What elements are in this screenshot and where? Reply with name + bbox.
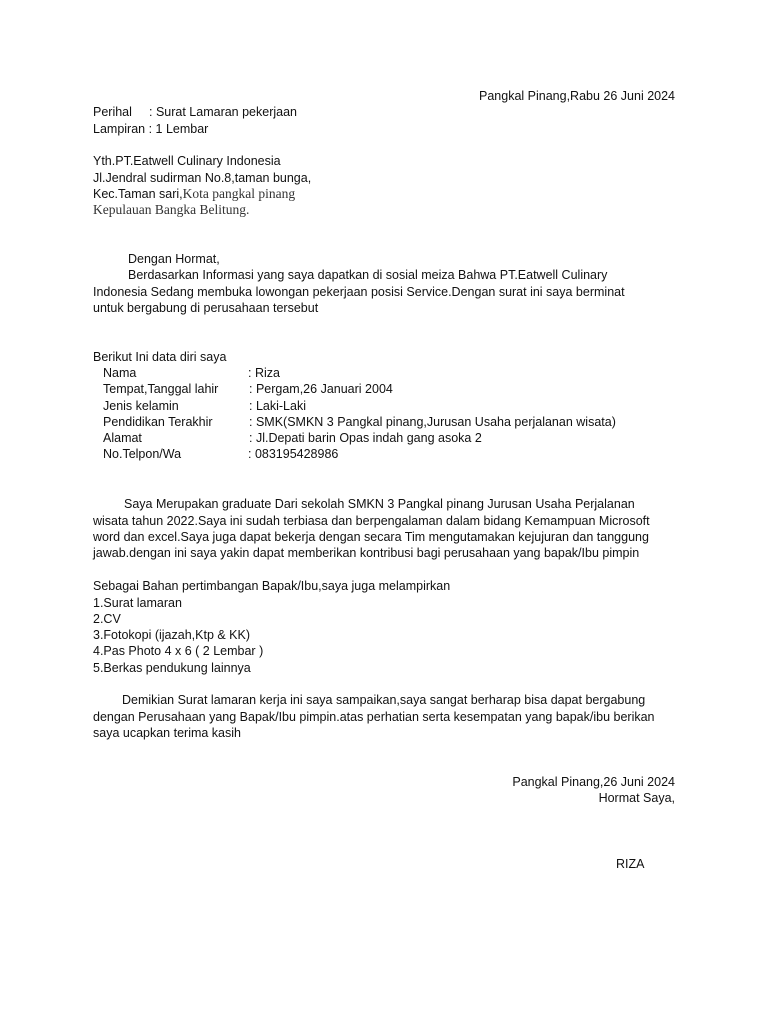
personal-row [103,430,482,446]
perihal-label: Perihal [93,105,132,119]
signature-place-date: Pangkal Pinang,26 Juni 2024 [512,775,675,789]
greeting: Dengan Hormat, [128,252,220,266]
experience-line-3: word dan excel.Saya juga dapat bekerja dengan secara Tim mengutamakan kejujuran dan tanggung [93,530,649,544]
personal-value: : Pergam,26 Januari 2004 [249,382,393,396]
personal-row [103,446,339,462]
signature-regards: Hormat Saya, [598,791,675,805]
attachment-item: 2.CV [93,612,121,626]
attachments-intro: Sebagai Bahan pertimbangan Bapak/Ibu,saya juga melampirkan [93,579,451,593]
lampiran: Lampiran : 1 Lembar [93,122,209,136]
opening-line-1: Berdasarkan Informasi yang saya dapatkan di sosial meiza Bahwa PT.Eatwell Culinary [128,268,608,282]
personal-value: : SMK(SMKN 3 Pangkal pinang,Jurusan Usaha perjalanan wisata) [249,415,616,429]
recipient-line-1: Yth.PT.Eatwell Culinary Indonesia [93,154,281,168]
experience-line-1: Saya Merupakan graduate Dari sekolah SMKN 3 Pangkal pinang Jurusan Usaha Perjalanan [124,497,635,511]
personal-value: : Jl.Depati barin Opas indah gang asoka 2 [249,431,482,445]
personal-label: No.Telpon/Wa [103,447,182,461]
personal-label: Pendidikan Terakhir [103,415,213,429]
recipient-line-3-b: Kota pangkal pinang [182,186,296,201]
experience-line-4: jawab.dengan ini saya yakin dapat memberikan kontribusi bagi perusahaan yang bapak/Ibu pimpin [93,546,640,560]
recipient-line-3-a: Kec.Taman sari, [93,187,183,201]
personal-intro: Berikut Ini data diri saya [93,350,227,364]
attachment-item: 1.Surat lamaran [93,596,182,610]
experience-line-2: wisata tahun 2022.Saya ini sudah terbiasa dan berpengalaman dalam bidang Kemampuan Microsoft [93,514,650,528]
closing-line-2: dengan Perusahaan yang Bapak/Ibu pimpin.atas perhatian serta kesempatan yang bapak/ibu berikan [93,710,655,724]
personal-label: Alamat [103,431,142,445]
personal-row [103,414,616,430]
recipient-line-4: Kepulauan Bangka Belitung. [93,202,250,217]
perihal-value: : Surat Lamaran pekerjaan [149,105,298,119]
personal-label: Jenis kelamin [103,399,179,413]
opening-line-3: untuk bergabung di perusahaan tersebut [93,301,319,315]
personal-row [103,365,280,381]
attachment-item: 5.Berkas pendukung lainnya [93,661,251,675]
closing-line-3: saya ucapkan terima kasih [93,726,241,740]
personal-value: : 083195428986 [248,447,339,461]
closing-line-1: Demikian Surat lamaran kerja ini saya sampaikan,saya sangat berharap bisa dapat bergabung [122,693,646,707]
personal-label: Tempat,Tanggal lahir [103,382,219,396]
personal-row [103,381,393,397]
personal-value: : Laki-Laki [249,399,306,413]
recipient-line-3 [93,186,295,202]
attachment-item: 3.Fotokopi (ijazah,Ktp & KK) [93,628,251,642]
recipient-line-2: Jl.Jendral sudirman No.8,taman bunga, [93,171,312,185]
signature-name: RIZA [616,857,645,871]
personal-row [103,398,306,414]
personal-label: Nama [103,366,137,380]
header-place-date: Pangkal Pinang,Rabu 26 Juni 2024 [479,89,675,103]
attachment-item: 4.Pas Photo 4 x 6 ( 2 Lembar ) [93,644,264,658]
personal-value: : Riza [248,366,280,380]
opening-line-2: Indonesia Sedang membuka lowongan pekerjaan posisi Service.Dengan surat ini saya berminat [93,285,625,299]
